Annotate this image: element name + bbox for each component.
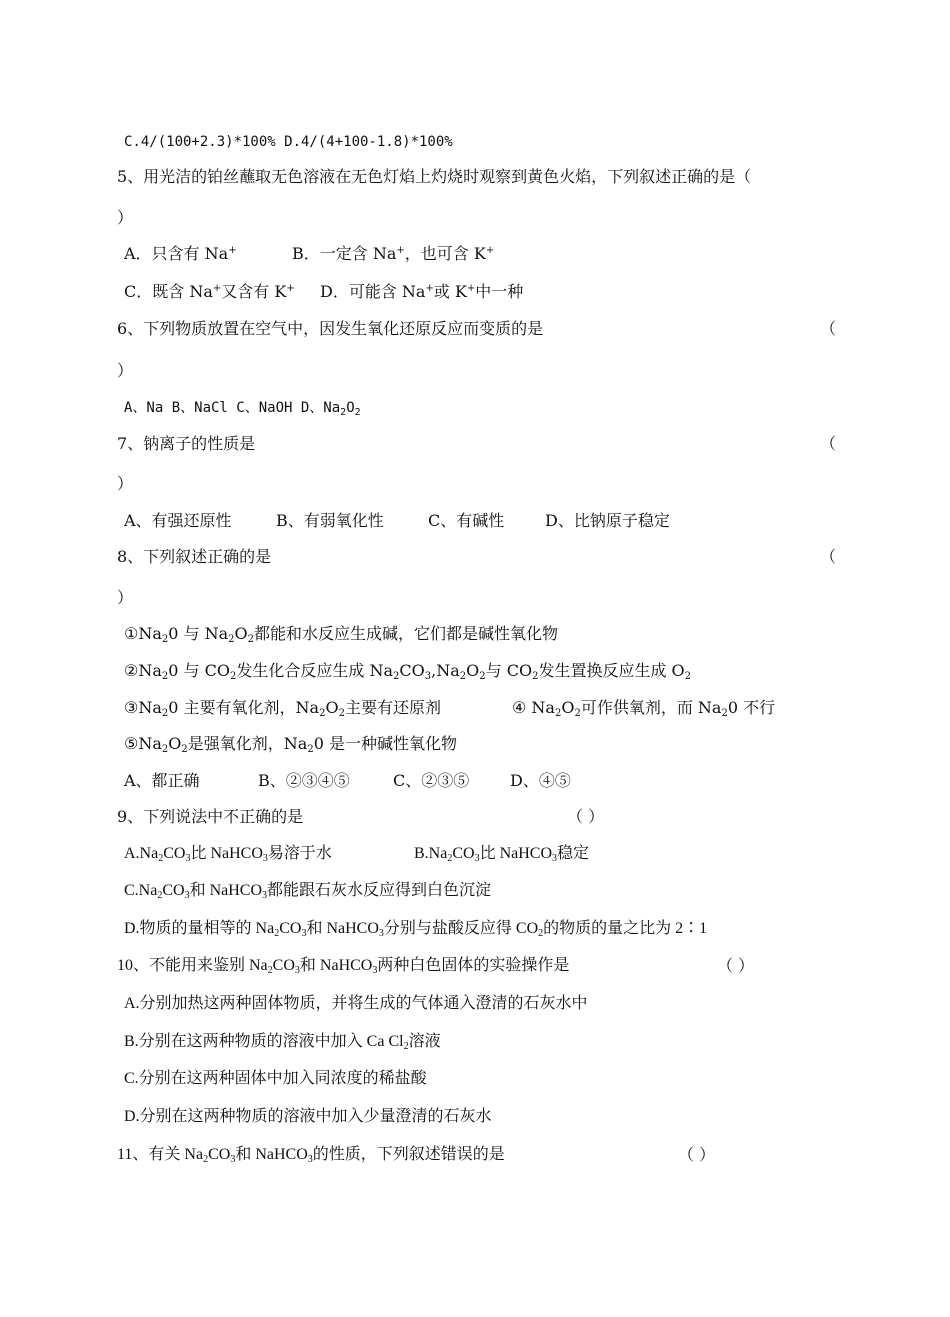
q7-option-c: C、有碱性 — [428, 511, 505, 530]
q9-answer-paren: （ ） — [567, 807, 605, 826]
q9-option-d: D.物质的量相等的 $Na_2CO_3$和 NaHCO$_3$分别与盐酸反应得 $CO_2$的物质的量之比为 2∶1 — [124, 920, 708, 939]
q10-option-a: A.分别加热这两种固体物质，并将生成的气体通入澄清的石灰水中 — [124, 995, 588, 1012]
q9-option-a: $A.Na_2CO_3$比 NaHCO$_3$易溶于水 — [124, 845, 332, 864]
q5-close-paren: ） — [117, 208, 134, 227]
q5-option-b: B．一定含 Na+，也可含 K+ — [292, 244, 495, 263]
q9-option-b: $B.Na_2CO_3$比 NaHCO$_3$稳定 — [414, 845, 590, 864]
q8-statement-1: $①Na_20$ 与 $Na_2O_2$都能和水反应生成碱，它们都是碱性氧化物 — [124, 624, 559, 645]
q11-stem: 11、有关 $Na_2CO_3$和 NaHCO$_3$的性质，下列叙述错误的是 — [117, 1146, 505, 1165]
q8-statement-4: ④ $Na_2O_2$可作供氧剂，而 $Na_20$ 不行 — [512, 698, 776, 719]
q5-stem: 5、用光洁的铂丝蘸取无色溶液在无色灯焰上灼烧时观察到黄色火焰，下列叙述正确的是（ — [117, 167, 752, 186]
q8-option-a: A、都正确 — [124, 771, 200, 790]
q10-answer-paren: （ ） — [717, 956, 755, 975]
q8-statement-2: $②Na_20$ 与 $CO_2$发生化合反应生成 $Na_2CO_3,Na_2O_2$与 $CO_2$发生置换反应生成 $O_2$ — [124, 661, 692, 682]
q8-statement-3: $③Na_20$ 主要有氧化剂，$Na_2O_2$主要有还原剂 — [124, 698, 441, 719]
q7-option-b: B、有弱氧化性 — [276, 511, 384, 530]
q8-option-d: D、④⑤ — [510, 771, 571, 790]
q10-option-d: D.分别在这两种物质的溶液中加入少量澄清的石灰水 — [124, 1108, 492, 1125]
q6-open-paren: （ — [820, 319, 837, 338]
q7-option-a: A、有强还原性 — [124, 511, 232, 530]
q5-option-c: C．既含 Na+又含有 K+ — [124, 282, 295, 301]
q10-option-b: B.分别在这两种物质的溶液中加入 Ca $Cl_2$溶液 — [124, 1033, 441, 1052]
q10-stem: 10、不能用来鉴别 $Na_2CO_3$和 NaHCO$_3$两种白色固体的实验操作是 — [117, 957, 570, 976]
q5-option-a: A．只含有 Na+ — [124, 244, 237, 263]
q4-options-cd: C.4/(100+2.3)*100% D.4/(4+100-1.8)*100% — [124, 134, 453, 150]
q8-close-paren: ） — [117, 588, 134, 607]
q7-stem: 7、钠离子的性质是 — [117, 434, 256, 453]
q6-close-paren: ） — [117, 361, 134, 380]
q9-stem: 9、下列说法中不正确的是 — [117, 807, 304, 826]
q7-option-d: D、比钠原子稳定 — [545, 511, 670, 530]
q11-answer-paren: （ ） — [678, 1145, 716, 1164]
q6-stem: 6、下列物质放置在空气中，因发生氧化还原反应而变质的是 — [117, 319, 544, 338]
q8-option-b: B、②③④⑤ — [258, 771, 350, 790]
q8-open-paren: （ — [820, 547, 837, 566]
q10-option-c: C.分别在这两种固体中加入同浓度的稀盐酸 — [124, 1070, 427, 1087]
q7-open-paren: （ — [820, 434, 837, 453]
q8-option-c: C、②③⑤ — [393, 771, 470, 790]
q7-close-paren: ） — [117, 474, 134, 493]
q9-option-c: $C.Na_2CO_3$和 NaHCO$_3$都能跟石灰水反应得到白色沉淀 — [124, 882, 492, 901]
q8-stem: 8、下列叙述正确的是 — [117, 547, 272, 566]
q6-options: A、Na B、NaCl C、NaOH D、$Na_2O_2$ — [124, 400, 361, 418]
q5-option-d: D．可能含 Na+或 K+中一种 — [320, 282, 524, 301]
q8-statement-5: $⑤Na_2O_2$是强氧化剂，$Na_20$ 是一种碱性氧化物 — [124, 734, 457, 755]
